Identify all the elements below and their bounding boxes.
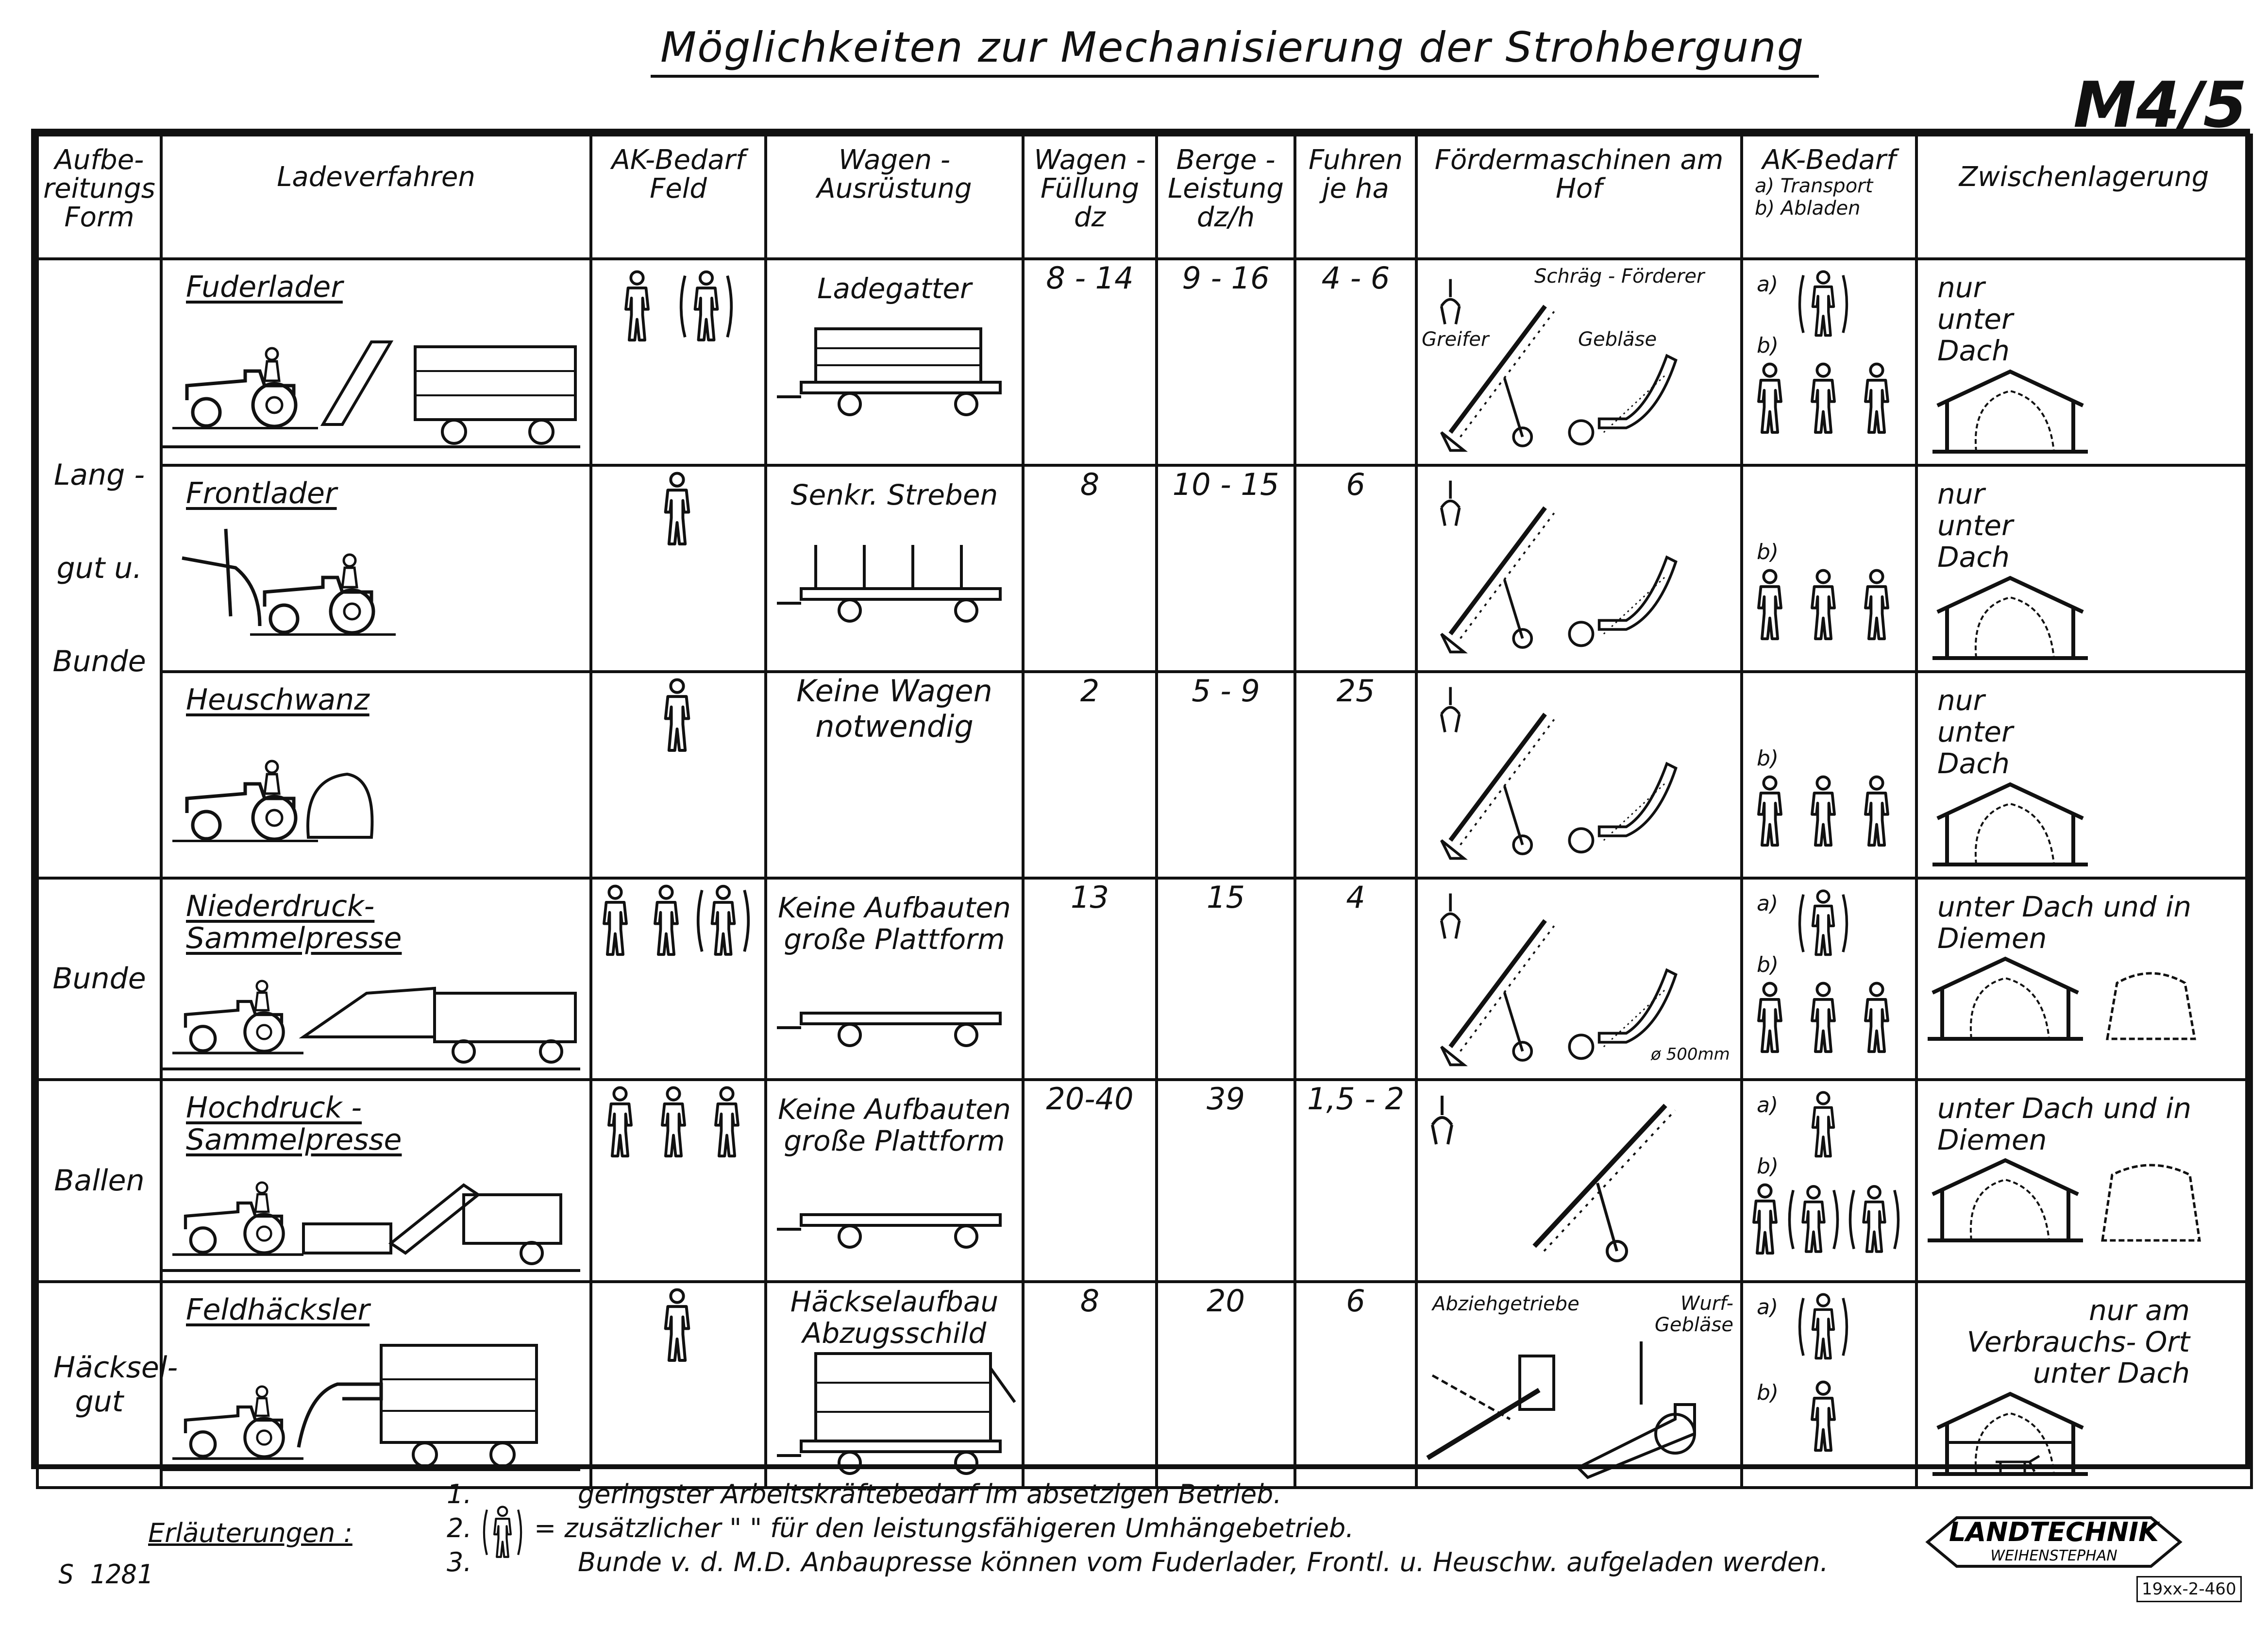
cell-lager xyxy=(1916,878,2251,1080)
cell-verfahren xyxy=(161,465,591,672)
cell-foerdermaschinen xyxy=(1416,1080,1742,1282)
table-row xyxy=(37,465,2251,672)
haeckselaufbau-wagon-icon xyxy=(767,1349,1020,1485)
cell-fuellung: 8 xyxy=(1023,465,1157,672)
form-ballen: Ballen xyxy=(37,1080,161,1282)
sheet-code: M4/5 xyxy=(2073,68,2247,142)
cell-fuhren: 1,5 - 2 xyxy=(1295,1080,1416,1282)
verfahren-label: Heuschwanz xyxy=(186,682,370,717)
barn-and-stack-icon xyxy=(1928,1155,2258,1253)
verfahren-label: Frontlader xyxy=(186,476,337,510)
worker-icons xyxy=(1743,673,1913,858)
header-ak-feld: AK-Bedarf Feld xyxy=(591,135,766,259)
plattform-wagon-icon xyxy=(767,1156,1020,1263)
lager-text: unter Dach und in Diemen xyxy=(1937,1091,2192,1156)
logo-line1: LANDTECHNIK xyxy=(1949,1517,2159,1547)
table-row xyxy=(37,878,2251,1080)
fuderlader-illustration xyxy=(163,303,580,449)
label-greifer: Greifer xyxy=(1422,328,1489,351)
lager-text: nur unter Dach xyxy=(1937,271,2013,367)
cell-lager xyxy=(1916,1282,2251,1488)
page-title: Möglichkeiten zur Mechanisierung der Strohbergung xyxy=(651,23,1819,78)
ak-label-b: b) xyxy=(1757,1153,1779,1179)
ausruestung-text: Ladegatter xyxy=(817,272,972,305)
label-abzieh: Abziehgetriebe xyxy=(1432,1292,1579,1315)
cell-ausruestung xyxy=(766,1080,1023,1282)
form-haecksel: Häcksel- gut xyxy=(37,1282,161,1488)
cell-lager xyxy=(1916,1080,2251,1282)
header-foerdermaschinen: Fördermaschinen am Hof xyxy=(1416,135,1742,259)
header-wagen-fuellung: Wagen - Füllung dz xyxy=(1023,135,1157,259)
streben-wagon-icon xyxy=(767,511,1020,637)
ausruestung-text: Häckselaufbau Abzugsschild xyxy=(790,1285,999,1350)
cell-fuellung: 8 - 14 xyxy=(1023,259,1157,465)
cell-leistung: 39 xyxy=(1157,1080,1295,1282)
cell-lager xyxy=(1916,672,2251,878)
document-stamp: 19xx-2-460 xyxy=(2136,1576,2242,1602)
header-ak-b: b) Abladen xyxy=(1755,197,1861,220)
table-row xyxy=(37,1080,2251,1282)
form-bunde: Bunde xyxy=(37,878,161,1080)
ak-label-b: b) xyxy=(1757,1380,1779,1405)
cell-ak-feld xyxy=(591,672,766,878)
note-1-text: geringster Arbeitskräftebedarf im absetzigen Betrieb. xyxy=(578,1479,1282,1509)
cell-lager xyxy=(1916,465,2251,672)
lager-text: nur am Verbrauchs- Ort unter Dach xyxy=(1966,1293,2190,1390)
cell-verfahren xyxy=(161,259,591,465)
ak-label-a: a) xyxy=(1757,1092,1779,1118)
cell-verfahren xyxy=(161,878,591,1080)
cell-ak-bedarf xyxy=(1742,465,1916,672)
cell-ak-bedarf xyxy=(1742,1282,1916,1488)
verfahren-label: Hochdruck - Sammelpresse xyxy=(186,1090,402,1157)
conveyor-icon xyxy=(1423,1086,1738,1280)
worker-icons xyxy=(1743,467,1913,651)
ausruestung-text: Keine Aufbauten große Plattform xyxy=(778,1092,1011,1157)
cell-fuellung: 20-40 xyxy=(1023,1080,1157,1282)
ausruestung-text: Keine Aufbauten große Plattform xyxy=(778,891,1011,956)
verfahren-label: Feldhäcksler xyxy=(186,1292,370,1327)
label-wurf: Wurf- Gebläse xyxy=(1654,1292,1733,1336)
label-schraeg: Schräg - Förderer xyxy=(1534,265,1705,288)
worker-icons xyxy=(1743,1283,1913,1468)
worker-icons xyxy=(1743,880,1913,1064)
ausruestung-text: Senkr. Streben xyxy=(790,478,998,511)
verfahren-label: Niederdruck- Sammelpresse xyxy=(186,889,402,955)
worker-icons xyxy=(1743,1081,1913,1266)
header-ak-bedarf xyxy=(1742,135,1916,259)
overview-table xyxy=(31,129,2250,1469)
cell-foerdermaschinen xyxy=(1416,878,1742,1080)
worker-icons xyxy=(593,880,763,962)
hochdruck-illustration xyxy=(163,1156,580,1272)
cell-fuhren: 6 xyxy=(1295,465,1416,672)
landtechnik-logo xyxy=(1923,1508,2185,1576)
worker-icon xyxy=(649,467,707,549)
cell-ak-feld xyxy=(591,465,766,672)
handwritten-reference: S 1281 xyxy=(58,1559,153,1590)
cell-verfahren xyxy=(161,1080,591,1282)
ladegatter-wagon-icon xyxy=(767,305,1020,431)
table-row xyxy=(37,672,2251,878)
ak-label-b: b) xyxy=(1757,746,1779,771)
lager-text: unter Dach und in Diemen xyxy=(1937,890,2192,955)
ak-label-b: b) xyxy=(1757,952,1779,977)
heuschwanz-illustration xyxy=(163,716,580,862)
logo-line2: WEIHENSTEPHAN xyxy=(1990,1547,2117,1564)
worker-icons xyxy=(598,1081,758,1164)
note-2-number: 2. xyxy=(447,1513,472,1543)
conveyor-icon xyxy=(1423,270,1738,464)
header-fuhren: Fuhren je ha xyxy=(1295,135,1416,259)
abzieh-icon xyxy=(1423,1337,1738,1482)
cell-fuellung: 13 xyxy=(1023,878,1157,1080)
cell-ak-bedarf xyxy=(1742,259,1916,465)
barn-icon xyxy=(1932,367,2098,464)
worker-icon xyxy=(649,1283,707,1366)
cell-ausruestung xyxy=(766,672,1023,878)
worker-icons xyxy=(605,260,751,348)
cell-ak-bedarf xyxy=(1742,878,1916,1080)
cell-fuhren: 4 - 6 xyxy=(1295,259,1416,465)
ak-label-a: a) xyxy=(1757,1294,1779,1320)
conveyor-icon xyxy=(1423,678,1738,872)
conveyor-icon xyxy=(1423,472,1738,666)
header-ak-bedarf-title: AK-Bedarf xyxy=(1762,144,1896,176)
cell-ausruestung xyxy=(766,465,1023,672)
niederdruck-illustration xyxy=(163,954,580,1071)
barn-icon xyxy=(1932,780,2098,877)
table-row xyxy=(37,1282,2251,1488)
table-row xyxy=(37,259,2251,465)
ak-label-a: a) xyxy=(1757,891,1779,916)
form-langgut: Lang - gut u. Bunde xyxy=(37,259,161,878)
cell-verfahren xyxy=(161,1282,591,1488)
ak-label-b: b) xyxy=(1757,539,1779,564)
cell-leistung: 5 - 9 xyxy=(1157,672,1295,878)
cell-ak-bedarf xyxy=(1742,1080,1916,1282)
plattform-wagon-icon xyxy=(767,955,1020,1062)
note-3-number: 3. xyxy=(447,1547,472,1577)
worker-icon xyxy=(649,673,707,756)
cell-ak-feld xyxy=(591,259,766,465)
feldhaecksler-illustration xyxy=(163,1326,580,1472)
cell-ak-feld xyxy=(591,1080,766,1282)
cell-fuhren: 25 xyxy=(1295,672,1416,878)
additional-worker-icon xyxy=(478,1506,532,1559)
cell-foerdermaschinen xyxy=(1416,1282,1742,1488)
cell-foerdermaschinen xyxy=(1416,465,1742,672)
cell-foerdermaschinen xyxy=(1416,672,1742,878)
header-wagen-ausruestung: Wagen - Ausrüstung xyxy=(766,135,1023,259)
cell-ausruestung xyxy=(766,259,1023,465)
cell-lager xyxy=(1916,259,2251,465)
worker-icons xyxy=(1743,260,1913,445)
header-ak-a: a) Transport xyxy=(1755,174,1873,197)
cell-fuhren: 6 xyxy=(1295,1282,1416,1488)
lager-text: nur unter Dach xyxy=(1937,683,2013,780)
cell-leistung: 10 - 15 xyxy=(1157,465,1295,672)
ak-label-b: b) xyxy=(1757,333,1779,358)
cell-ausruestung xyxy=(766,878,1023,1080)
cell-ak-bedarf xyxy=(1742,672,1916,878)
notes-heading: Erläuterungen : xyxy=(148,1518,353,1548)
label-diameter: ø 500mm xyxy=(1651,1044,1730,1064)
cell-ak-feld xyxy=(591,1282,766,1488)
ausruestung-text: Keine Wagen notwendig xyxy=(796,673,992,744)
header-zwischenlagerung: Zwischenlagerung xyxy=(1916,135,2251,259)
cell-leistung: 15 xyxy=(1157,878,1295,1080)
cell-leistung: 20 xyxy=(1157,1282,1295,1488)
ak-label-a: a) xyxy=(1757,272,1779,297)
cell-foerdermaschinen xyxy=(1416,259,1742,465)
lager-text: nur unter Dach xyxy=(1937,477,2013,574)
barn-icon xyxy=(1932,573,2098,670)
label-geblaese: Gebläse xyxy=(1578,328,1657,351)
note-1-number: 1. xyxy=(447,1479,472,1509)
cell-leistung: 9 - 16 xyxy=(1157,259,1295,465)
barn-and-stack-icon xyxy=(1928,954,2258,1051)
cell-fuellung: 8 xyxy=(1023,1282,1157,1488)
note-2-text: = zusätzlicher " " für den leistungsfähigeren Umhängebetrieb. xyxy=(534,1513,1354,1543)
header-form: Aufbe-reitungs Form xyxy=(37,135,161,259)
frontlader-illustration xyxy=(163,509,580,655)
cell-fuhren: 4 xyxy=(1295,878,1416,1080)
header-ladeverfahren: Ladeverfahren xyxy=(161,135,591,259)
note-3-text: Bunde v. d. M.D. Anbaupresse können vom Fuderlader, Frontl. u. Heuschw. aufgeladen werden. xyxy=(578,1547,1829,1577)
cell-ak-feld xyxy=(591,878,766,1080)
cell-fuellung: 2 xyxy=(1023,672,1157,878)
cell-verfahren xyxy=(161,672,591,878)
header-berge-leistung: Berge - Leistung dz/h xyxy=(1157,135,1295,259)
verfahren-label: Fuderlader xyxy=(186,270,343,304)
cell-ausruestung xyxy=(766,1282,1023,1488)
